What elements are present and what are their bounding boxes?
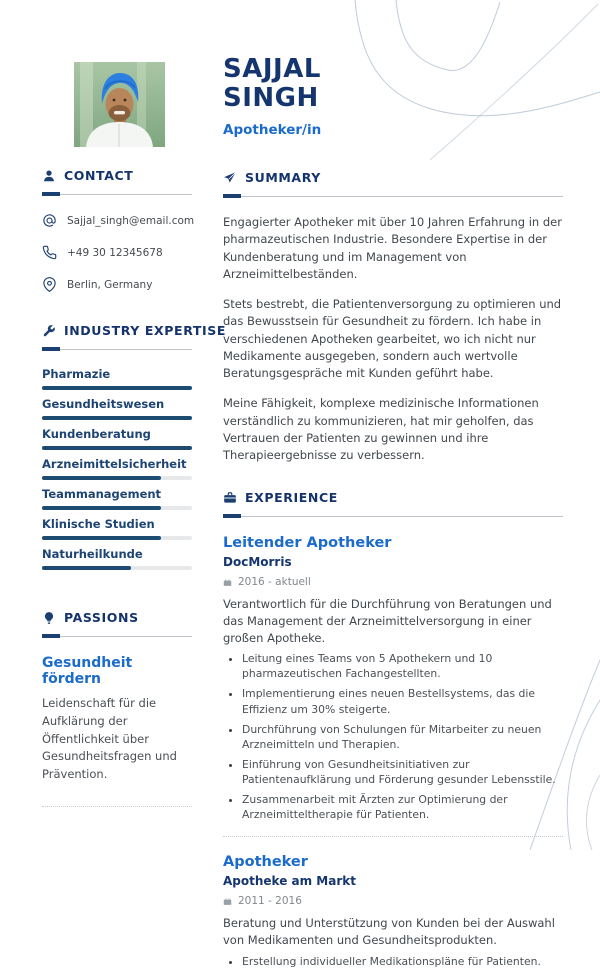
last-name: SINGH [223,83,319,114]
section-rule [223,194,563,198]
job-dates-value: 2016 - aktuell [238,576,311,589]
skill-bar [42,566,192,570]
skill-name: Kundenberatung [42,427,151,441]
job-bullet: • Implementierung eines neuen Bestellsystems, das die Effizienz um 30% steigerte. [242,686,563,716]
industry-expertise-section [42,323,226,570]
job-dates [223,895,563,907]
at-icon [42,213,57,228]
skill-bar [42,476,192,480]
skill-name: Pharmazie [42,367,111,381]
summary-paragraph: Meine Fähigkeit, komplexe medizinische Informationen verständlich zu kommunizieren, hat mir geholfen, das Vertrauen der Patienten zu gewinnen und ihre Therapieergebnisse zu verbessern. [223,396,539,462]
summary-title: SUMMARY [245,170,321,185]
skill-bar [42,416,192,420]
dotted-divider [223,836,563,837]
skill-row [42,487,192,510]
job-title: Leitender Apotheker [223,535,392,552]
contact-email [42,213,195,228]
skill-row [42,397,192,420]
passions-section [42,610,192,807]
job-description: Verantwortlich für die Durchführung von Beratungen und das Management der Arzneimittelversorgung in einer großen Apotheke. [223,597,552,645]
section-rule [42,634,192,638]
location-pin-icon [42,277,57,292]
contact-location [42,277,192,292]
phone-icon [42,245,57,260]
skill-name: Teammanagement [42,487,162,501]
skill-bar [42,386,192,390]
lightbulb-icon [42,611,56,625]
phone-value: +49 30 12345678 [67,246,163,259]
header-job-title: Apotheker/in [223,122,322,139]
calendar-icon [223,897,232,906]
job-dates-value: 2011 - 2016 [238,895,302,908]
briefcase-icon [223,491,237,505]
skill-row [42,547,192,570]
skill-bar [42,536,192,540]
skill-name: Arzneimittelsicherheit [42,457,187,471]
main-column [223,170,563,974]
job-bullet-list [223,954,563,969]
section-rule [42,192,192,196]
section-rule [42,347,192,351]
job-bullet: • Durchführung von Schulungen für Mitarbeiter zu neuen Arzneimitteln und Therapien. [242,722,563,752]
experience-entry [223,854,563,968]
first-name: SAJJAL [223,54,321,84]
job-bullet: • Erstellung individueller Medikationspläne für Patienten. [242,954,563,969]
wrench-icon [42,324,56,338]
job-title: Apotheker [223,854,308,871]
contact-section [42,168,195,292]
dotted-divider [42,806,192,807]
passion-heading: Gesundheit fördern [42,655,133,687]
contact-title: CONTACT [64,168,134,183]
header [223,55,321,138]
sidebar [42,168,226,807]
job-company: Apotheke am Markt [223,874,356,889]
section-rule [223,514,563,518]
skill-name: Gesundheitswesen [42,397,165,411]
job-company: DocMorris [223,555,292,570]
job-description: Beratung und Unterstützung von Kunden bei der Auswahl von Medikamenten und Gesundheitsprodukten. [223,916,555,948]
job-bullet-list [223,651,563,822]
contact-phone [42,245,192,260]
user-icon [42,169,56,183]
skill-row [42,517,192,540]
skill-bar [42,446,192,450]
experience-section [223,490,563,969]
experience-title: EXPERIENCE [245,490,338,506]
skill-list [42,367,192,570]
summary-paragraph: Stets bestrebt, die Patientenversorgung zu optimieren und das Bewusstsein für Gesundheit zu fördern. Ich habe in verschiedenen Apotheken gearbeitet, wo ich nicht nur Medikamente ausgegeben, sondern auch wertvolle Beratungsgespräche mit Kunden geführt habe. [223,297,562,380]
skill-row [42,427,192,450]
calendar-icon [223,578,232,587]
job-bullet: • Einführung von Gesundheitsinitiativen zur Patientenaufklärung und Förderung gesunder Lebensstile. [242,757,563,787]
skill-row [42,457,192,480]
email-value: Sajjal_singh@email.com [67,214,195,227]
job-dates [223,576,563,588]
job-bullet: • Leitung eines Teams von 5 Apothekern und 10 pharmazeutischen Fachangestellten. [242,651,563,681]
passions-title: PASSIONS [64,610,139,625]
skill-name: Klinische Studien [42,517,155,531]
skill-name: Naturheilkunde [42,547,143,561]
location-value: Berlin, Germany [67,278,153,291]
industry-expertise-title: INDUSTRY EXPERTISE [64,323,226,338]
skill-row [42,367,192,390]
skill-bar [42,506,192,510]
paper-plane-icon [223,171,237,185]
summary-paragraph: Engagierter Apotheker mit über 10 Jahren Erfahrung in der pharmazeutischen Industrie. Besondere Expertise in der Kundenberatung und im Management von Arzneimittelbeständen. [223,215,562,281]
profile-photo [74,62,165,147]
passion-text: Leidenschaft für die Aufklärung der Öffentlichkeit über Gesundheitsfragen und Prävention. [42,696,177,782]
summary-section [223,170,563,464]
experience-entry [223,535,563,822]
job-bullet: • Zusammenarbeit mit Ärzten zur Optimierung der Arzneimitteltherapie für Patienten. [242,792,563,822]
